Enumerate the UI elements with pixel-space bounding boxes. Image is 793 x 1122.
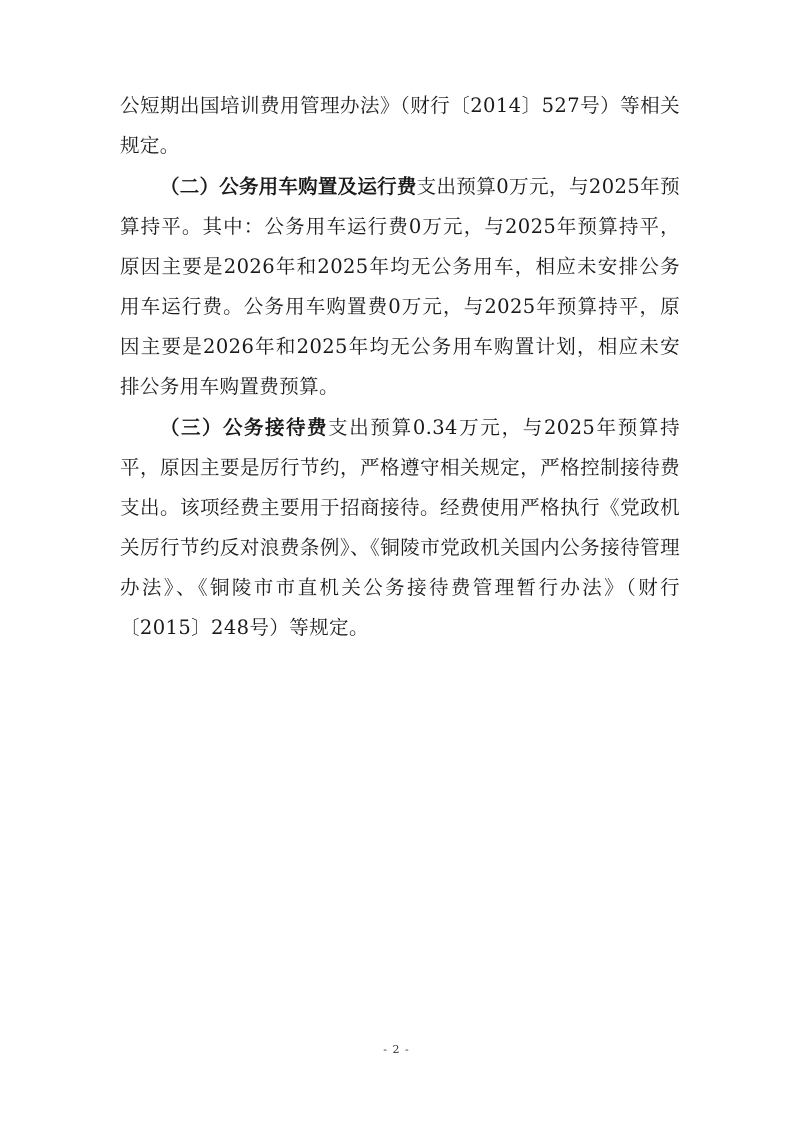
section-heading-vehicle: （二）公务用车购置及运行费 bbox=[160, 175, 417, 198]
paragraph-text: 公短期出国培训费用管理办法》（财行〔2014〕527号）等相关规定。 bbox=[120, 94, 680, 157]
paragraph-vehicle-expenses bbox=[120, 167, 680, 407]
section-heading-reception: （三）公务接待费 bbox=[160, 416, 329, 439]
paragraph-reception-expenses bbox=[120, 408, 680, 648]
paragraph-text: 支出预算0万元，与2025年预算持平。其中：公务用车运行费0万元，与2025年预算持平，原因主要是2026年和2025年均无公务用车，相应未安排公务用车运行费。公务用车购置费0万元，与2025年预算持平，原因主要是2026年和2025年均无公务用车购置计划，相应未安排公务用车购置费预算。 bbox=[120, 175, 680, 398]
page-number: - 2 - bbox=[383, 1043, 410, 1056]
paragraph-continuation bbox=[120, 86, 680, 166]
paragraph-text: 支出预算0.34万元，与2025年预算持平，原因主要是厉行节约，严格遵守相关规定，严格控制接待费支出。该项经费主要用于招商接待。经费使用严格执行《党政机关厉行节约反对浪费条例》、《铜陵市党政机关国内公务接待管理办法》、《铜陵市市直机关公务接待费管理暂行办法》（财行〔2015〕248号）等规定。 bbox=[120, 416, 681, 639]
document-body bbox=[120, 86, 680, 649]
